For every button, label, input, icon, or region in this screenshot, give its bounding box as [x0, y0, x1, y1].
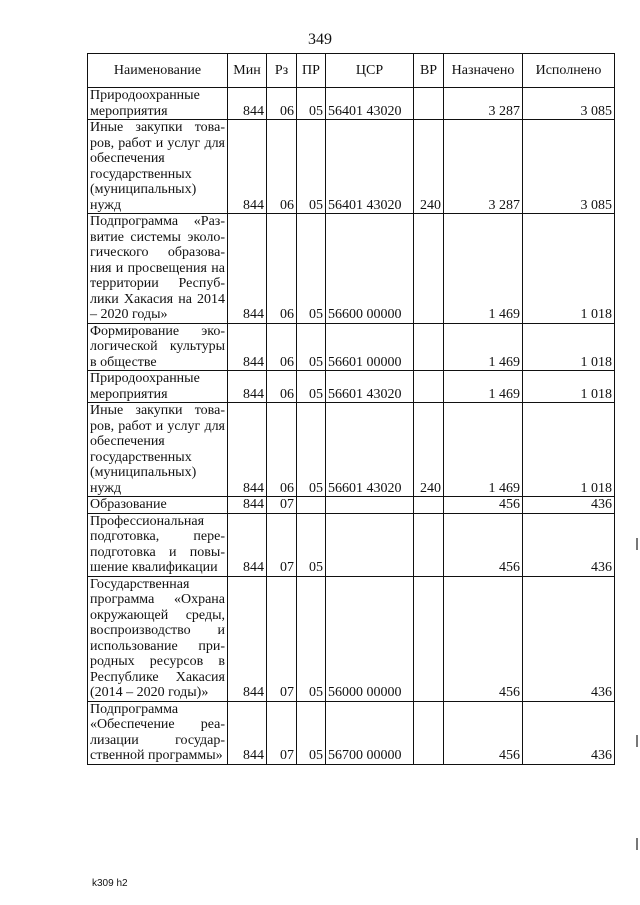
- header-pr: ПР: [297, 54, 326, 88]
- cell-assigned: 1 469: [444, 323, 523, 371]
- cell-name: Профессиональная подготовка, переподготовка и повышение квалификации: [88, 513, 228, 576]
- cell-min: 844: [228, 120, 267, 214]
- cell-executed: 3 085: [523, 88, 615, 120]
- scan-edge-mark: [636, 538, 638, 550]
- cell-csr: [326, 497, 414, 514]
- cell-pr: [297, 497, 326, 514]
- cell-name: Природоохранные мероприятия: [88, 88, 228, 120]
- header-csr: ЦСР: [326, 54, 414, 88]
- cell-min: 844: [228, 88, 267, 120]
- cell-vr: [414, 323, 444, 371]
- cell-vr: [414, 497, 444, 514]
- header-name: Наименование: [88, 54, 228, 88]
- cell-rz: 07: [267, 513, 297, 576]
- table-row: [88, 497, 615, 514]
- cell-assigned: 1 469: [444, 403, 523, 497]
- cell-csr: 56401 43020: [326, 120, 414, 214]
- cell-min: 844: [228, 371, 267, 403]
- cell-assigned: 3 287: [444, 88, 523, 120]
- cell-assigned: 3 287: [444, 120, 523, 214]
- header-min: Мин: [228, 54, 267, 88]
- cell-min: 844: [228, 701, 267, 764]
- cell-vr: [414, 214, 444, 324]
- cell-vr: 240: [414, 403, 444, 497]
- cell-vr: [414, 513, 444, 576]
- cell-pr: 05: [297, 214, 326, 324]
- cell-name: Формирование экологической культуры в обществе: [88, 323, 228, 371]
- cell-executed: 1 018: [523, 403, 615, 497]
- cell-executed: 436: [523, 701, 615, 764]
- cell-executed: 3 085: [523, 120, 615, 214]
- table-row: [88, 323, 615, 371]
- cell-rz: 06: [267, 214, 297, 324]
- table-body: [88, 88, 615, 765]
- table-row: [88, 403, 615, 497]
- cell-vr: 240: [414, 120, 444, 214]
- table-row: [88, 576, 615, 701]
- cell-csr: 56600 00000: [326, 214, 414, 324]
- header-executed: Исполнено: [523, 54, 615, 88]
- cell-pr: 05: [297, 701, 326, 764]
- cell-rz: 06: [267, 120, 297, 214]
- table-header-row: [88, 54, 615, 88]
- cell-pr: 05: [297, 120, 326, 214]
- cell-min: 844: [228, 513, 267, 576]
- cell-rz: 06: [267, 323, 297, 371]
- header-rz: Рз: [267, 54, 297, 88]
- cell-csr: 56601 43020: [326, 403, 414, 497]
- cell-executed: 1 018: [523, 214, 615, 324]
- table-row: [88, 120, 615, 214]
- cell-executed: 1 018: [523, 323, 615, 371]
- cell-executed: 1 018: [523, 371, 615, 403]
- cell-executed: 436: [523, 513, 615, 576]
- budget-table: [87, 53, 615, 765]
- cell-pr: 05: [297, 403, 326, 497]
- table-row: [88, 701, 615, 764]
- cell-assigned: 456: [444, 576, 523, 701]
- cell-min: 844: [228, 403, 267, 497]
- cell-assigned: 1 469: [444, 214, 523, 324]
- cell-rz: 06: [267, 371, 297, 403]
- scan-edge-mark: [636, 735, 638, 747]
- cell-name: Подпрограмма «Развитие системы экологического образования и просвещения на территории Республики Хакасия на 2014 – 2020 годы»: [88, 214, 228, 324]
- cell-csr: [326, 513, 414, 576]
- cell-csr: 56601 00000: [326, 323, 414, 371]
- cell-executed: 436: [523, 576, 615, 701]
- cell-name: Подпрограмма «Обеспечение реализации государственной программы»: [88, 701, 228, 764]
- cell-assigned: 456: [444, 497, 523, 514]
- cell-rz: 07: [267, 576, 297, 701]
- table-row: [88, 513, 615, 576]
- cell-executed: 436: [523, 497, 615, 514]
- cell-assigned: 1 469: [444, 371, 523, 403]
- cell-min: 844: [228, 497, 267, 514]
- cell-csr: 56700 00000: [326, 701, 414, 764]
- cell-name: Образование: [88, 497, 228, 514]
- header-vr: ВР: [414, 54, 444, 88]
- cell-min: 844: [228, 323, 267, 371]
- cell-min: 844: [228, 214, 267, 324]
- cell-rz: 07: [267, 497, 297, 514]
- cell-name: Иные закупки товаров, работ и услуг для обеспечения государственных (муниципальных) нужд: [88, 120, 228, 214]
- cell-vr: [414, 701, 444, 764]
- cell-name: Государственная программа «Охрана окружающей среды, воспроизводство и использование природных ресурсов в Республике Хакасия (2014 – 2020 годы)»: [88, 576, 228, 701]
- cell-vr: [414, 88, 444, 120]
- cell-csr: 56000 00000: [326, 576, 414, 701]
- cell-assigned: 456: [444, 513, 523, 576]
- cell-csr: 56601 43020: [326, 371, 414, 403]
- header-assigned: Назначено: [444, 54, 523, 88]
- table-row: [88, 214, 615, 324]
- cell-assigned: 456: [444, 701, 523, 764]
- cell-name: Иные закупки товаров, работ и услуг для обеспечения государственных (муниципальных) нужд: [88, 403, 228, 497]
- table-row: [88, 88, 615, 120]
- scan-edge-mark: [636, 838, 638, 850]
- footer-code: k309 h2: [92, 878, 128, 889]
- cell-pr: 05: [297, 88, 326, 120]
- cell-vr: [414, 576, 444, 701]
- cell-vr: [414, 371, 444, 403]
- cell-csr: 56401 43020: [326, 88, 414, 120]
- cell-rz: 06: [267, 88, 297, 120]
- cell-min: 844: [228, 576, 267, 701]
- cell-rz: 07: [267, 701, 297, 764]
- cell-pr: 05: [297, 371, 326, 403]
- cell-rz: 06: [267, 403, 297, 497]
- page-number: 349: [308, 31, 332, 48]
- cell-pr: 05: [297, 576, 326, 701]
- cell-pr: 05: [297, 513, 326, 576]
- cell-pr: 05: [297, 323, 326, 371]
- table-row: [88, 371, 615, 403]
- cell-name: Природоохранные мероприятия: [88, 371, 228, 403]
